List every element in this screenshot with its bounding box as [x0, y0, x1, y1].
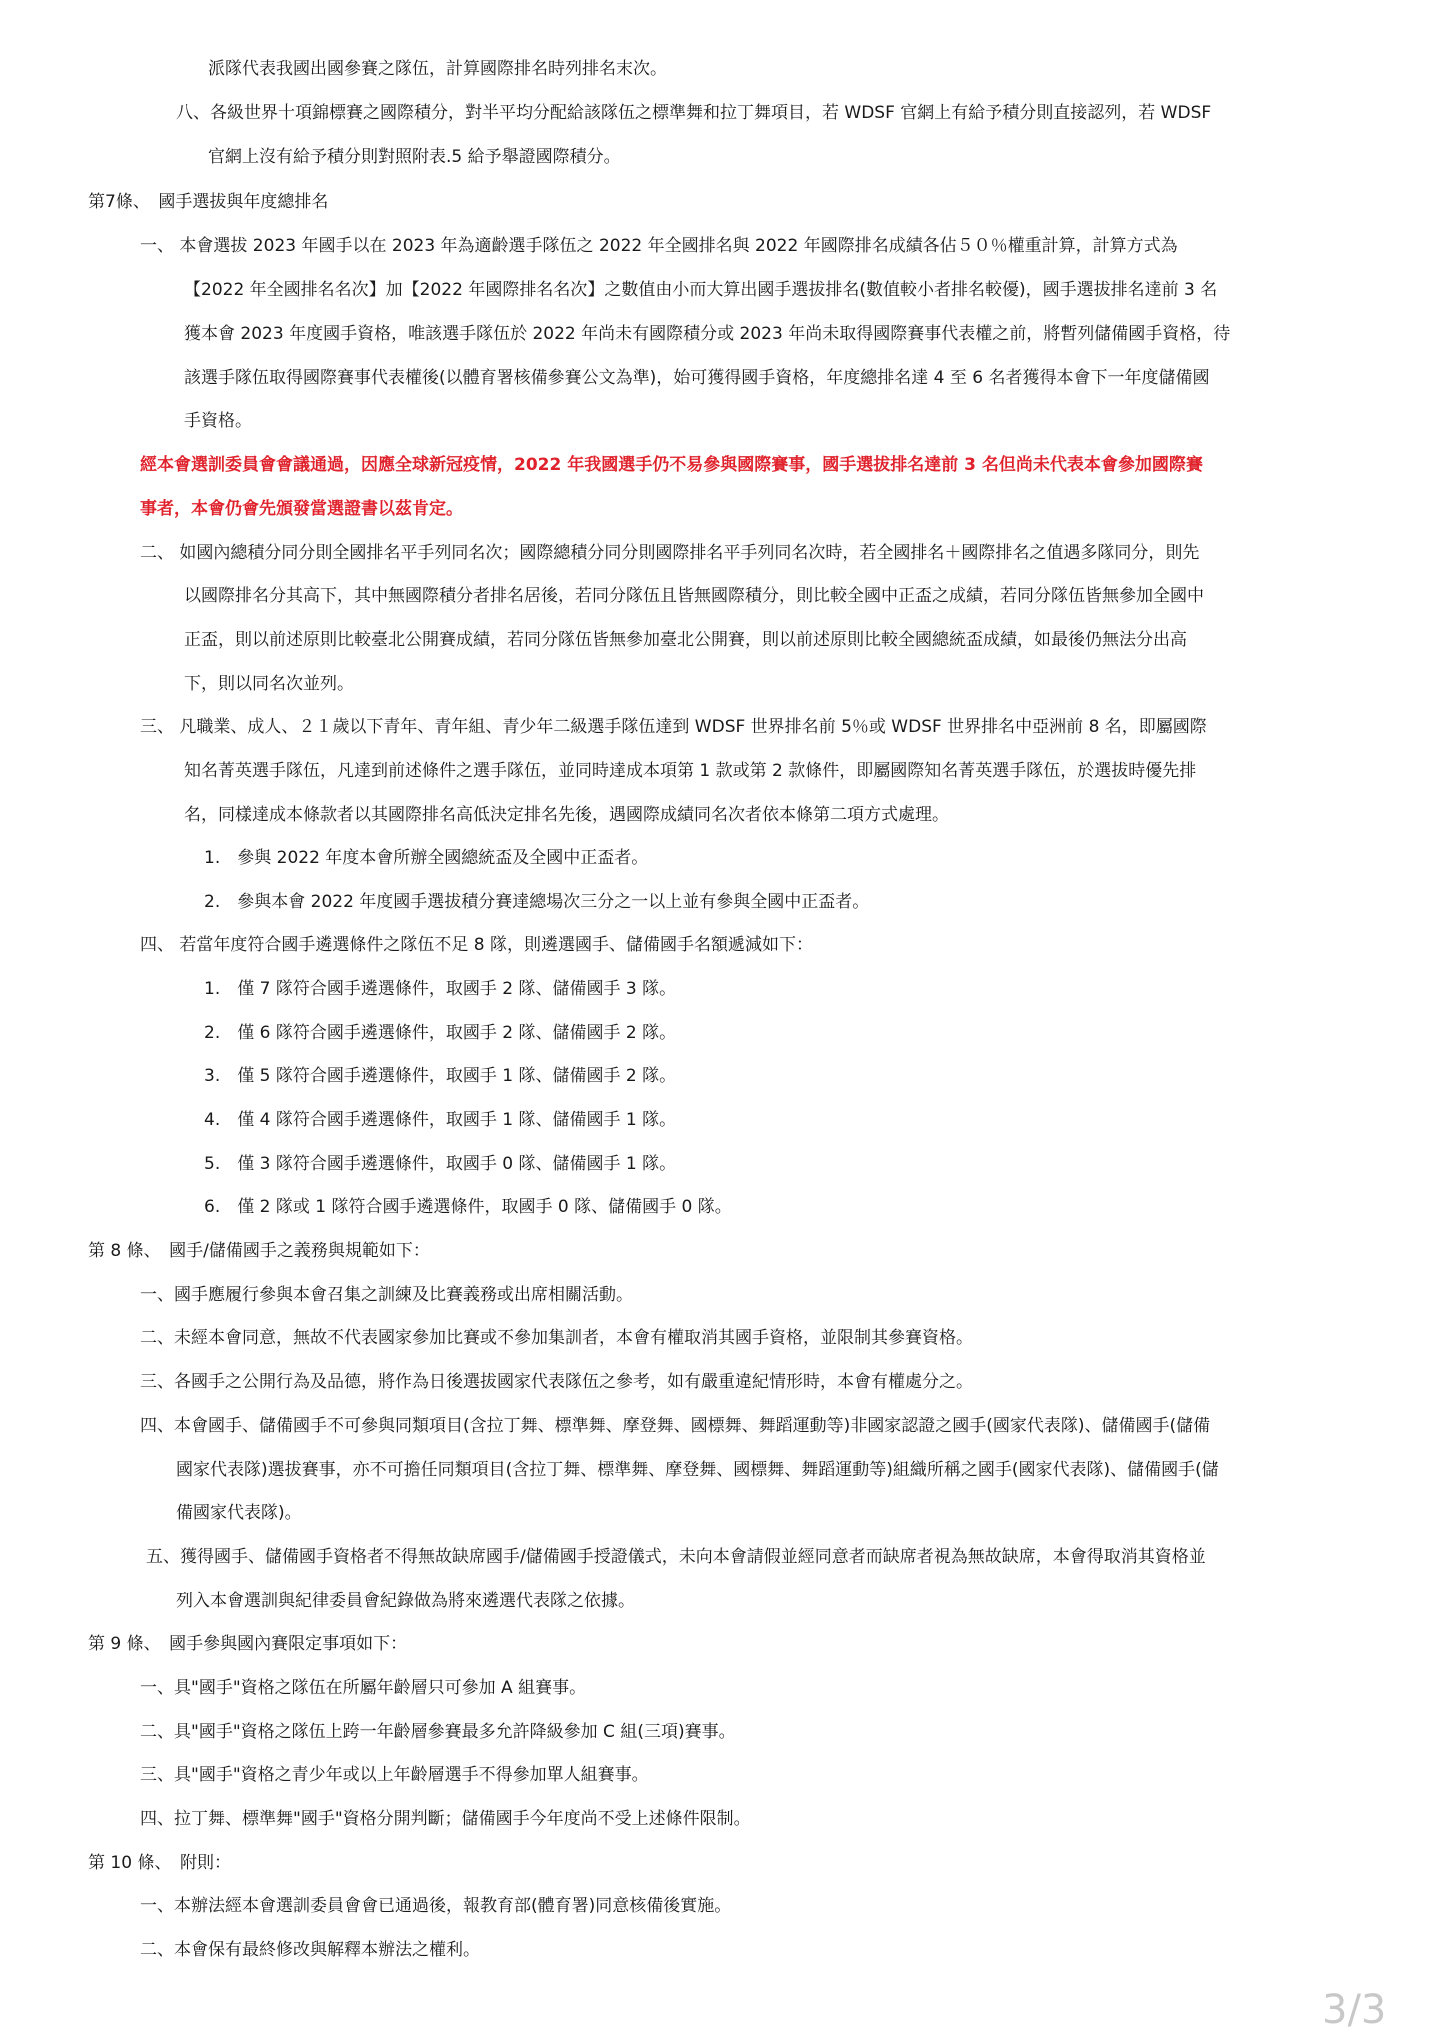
text-line: 官網上沒有給予積分則對照附表.5 給予舉證國際積分。 — [208, 147, 621, 167]
text-line: 正盃，則以前述原則比較臺北公開賽成績，若同分隊伍皆無參加臺北公開賽，則以前述原則比較全國總統盃成績，如最後仍無法分出高 — [184, 630, 1187, 650]
text-line: 二、 如國內總積分同分則全國排名平手列同名次；國際總積分同分則國際排名平手列同名次時，若全國排名＋國際排名之值遇多隊同分，則先 — [140, 543, 1200, 563]
text-line: 備國家代表隊)。 — [176, 1503, 302, 1523]
list-item: 1. 參與 2022 年度本會所辦全國總統盃及全國中正盃者。 — [204, 848, 649, 868]
text-line: 二、未經本會同意，無故不代表國家參加比賽或不參加集訓者，本會有權取消其國手資格，並限制其參賽資格。 — [140, 1328, 973, 1348]
list-item: 2. 僅 6 隊符合國手遴選條件，取國手 2 隊、儲備國手 2 隊。 — [204, 1023, 677, 1043]
article-heading: 第 9 條、 國手參與國內賽限定事項如下： — [88, 1634, 408, 1654]
text-line: 八、各級世界十項錦標賽之國際積分，對半平均分配給該隊伍之標準舞和拉丁舞項目，若 WDSF 官網上有給予積分則直接認列，若 WDSF — [176, 103, 1212, 123]
text-line: 四、本會國手、儲備國手不可參與同類項目(含拉丁舞、標準舞、摩登舞、國標舞、舞蹈運動等)非國家認證之國手(國家代表隊)、儲備國手(儲備 — [140, 1416, 1211, 1436]
text-line: 列入本會選訓與紀律委員會紀錄做為將來遴選代表隊之依據。 — [176, 1591, 635, 1611]
text-line: 知名菁英選手隊伍，凡達到前述條件之選手隊伍，並同時達成本項第 1 款或第 2 款條件，即屬國際知名菁英選手隊伍，於選拔時優先排 — [184, 761, 1197, 781]
list-item: 1. 僅 7 隊符合國手遴選條件，取國手 2 隊、儲備國手 3 隊。 — [204, 979, 677, 999]
text-line: 三、 凡職業、成人、２１歲以下青年、青年組、青少年二級選手隊伍達到 WDSF 世界排名前 5％或 WDSF 世界排名中亞洲前 8 名，即屬國際 — [140, 717, 1207, 737]
list-item: 4. 僅 4 隊符合國手遴選條件，取國手 1 隊、儲備國手 1 隊。 — [204, 1110, 677, 1130]
list-item: 6. 僅 2 隊或 1 隊符合國手遴選條件，取國手 0 隊、儲備國手 0 隊。 — [204, 1197, 732, 1217]
text-line: 手資格。 — [184, 411, 252, 431]
page-number: 3/3 — [1322, 1987, 1387, 2033]
text-line: 五、獲得國手、儲備國手資格者不得無故缺席國手/儲備國手授證儀式，未向本會請假並經同意者而缺席者視為無故缺席，本會得取消其資格並 — [146, 1547, 1206, 1567]
text-line: 一、具"國手"資格之隊伍在所屬年齡層只可參加 A 組賽事。 — [140, 1678, 587, 1698]
text-line: 下，則以同名次並列。 — [184, 674, 354, 694]
text-line: 二、具"國手"資格之隊伍上跨一年齡層參賽最多允許降級參加 C 組(三項)賽事。 — [140, 1722, 736, 1742]
highlighted-notice: 事者，本會仍會先頒發當選證書以茲肯定。 — [140, 499, 463, 519]
text-line: 國家代表隊)選拔賽事，亦不可擔任同類項目(含拉丁舞、標準舞、摩登舞、國標舞、舞蹈運動等)組織所稱之國手(國家代表隊)、儲備國手(儲 — [176, 1460, 1219, 1480]
article-heading: 第7條、 國手選拔與年度總排名 — [88, 192, 329, 212]
text-line: 獲本會 2023 年度國手資格，唯該選手隊伍於 2022 年尚未有國際積分或 2023 年尚未取得國際賽事代表權之前，將暫列儲備國手資格，待 — [184, 324, 1231, 344]
list-item: 2. 參與本會 2022 年度國手選拔積分賽達總場次三分之一以上並有參與全國中正盃者。 — [204, 892, 870, 912]
text-line: 四、 若當年度符合國手遴選條件之隊伍不足 8 隊，則遴選國手、儲備國手名額遞減如下： — [140, 935, 814, 955]
text-line: 一、本辦法經本會選訓委員會會已通過後，報教育部(體育署)同意核備後實施。 — [140, 1896, 732, 1916]
text-line: 該選手隊伍取得國際賽事代表權後(以體育署核備參賽公文為準)，始可獲得國手資格，年度總排名達 4 至 6 名者獲得本會下一年度儲備國 — [184, 368, 1210, 388]
list-item: 3. 僅 5 隊符合國手遴選條件，取國手 1 隊、儲備國手 2 隊。 — [204, 1066, 677, 1086]
text-line: 一、國手應履行參與本會召集之訓練及比賽義務或出席相關活動。 — [140, 1285, 633, 1305]
list-item: 5. 僅 3 隊符合國手遴選條件，取國手 0 隊、儲備國手 1 隊。 — [204, 1154, 677, 1174]
text-line: 派隊代表我國出國參賽之隊伍，計算國際排名時列排名末次。 — [208, 59, 667, 79]
text-line: 三、具"國手"資格之青少年或以上年齡層選手不得參加單人組賽事。 — [140, 1765, 649, 1785]
article-heading: 第 10 條、 附則： — [88, 1853, 231, 1873]
text-line: 三、各國手之公開行為及品德，將作為日後選拔國家代表隊伍之參考，如有嚴重違紀情形時，本會有權處分之。 — [140, 1372, 973, 1392]
text-line: 以國際排名分其高下，其中無國際積分者排名居後，若同分隊伍且皆無國際積分，則比較全國中正盃之成績，若同分隊伍皆無參加全國中 — [184, 586, 1204, 606]
text-line: 【2022 年全國排名名次】加【2022 年國際排名名次】之數值由小而大算出國手選拔排名(數值較小者排名較優)，國手選拔排名達前 3 名 — [184, 280, 1218, 300]
text-line: 一、 本會選拔 2023 年國手以在 2023 年為適齡選手隊伍之 2022 年全國排名與 2022 年國際排名成績各佔５０％權重計算，計算方式為 — [140, 236, 1178, 256]
article-heading: 第 8 條、 國手/儲備國手之義務與規範如下： — [88, 1241, 430, 1261]
text-line: 四、拉丁舞、標準舞"國手"資格分開判斷；儲備國手今年度尚不受上述條件限制。 — [140, 1809, 751, 1829]
text-line: 名，同樣達成本條款者以其國際排名高低決定排名先後，遇國際成績同名次者依本條第二項方式處理。 — [184, 805, 949, 825]
highlighted-notice: 經本會選訓委員會會議通過，因應全球新冠疫情，2022 年我國選手仍不易參與國際賽事，國手選拔排名達前 3 名但尚未代表本會參加國際賽 — [140, 455, 1203, 475]
text-line: 二、本會保有最終修改與解釋本辦法之權利。 — [140, 1940, 480, 1960]
